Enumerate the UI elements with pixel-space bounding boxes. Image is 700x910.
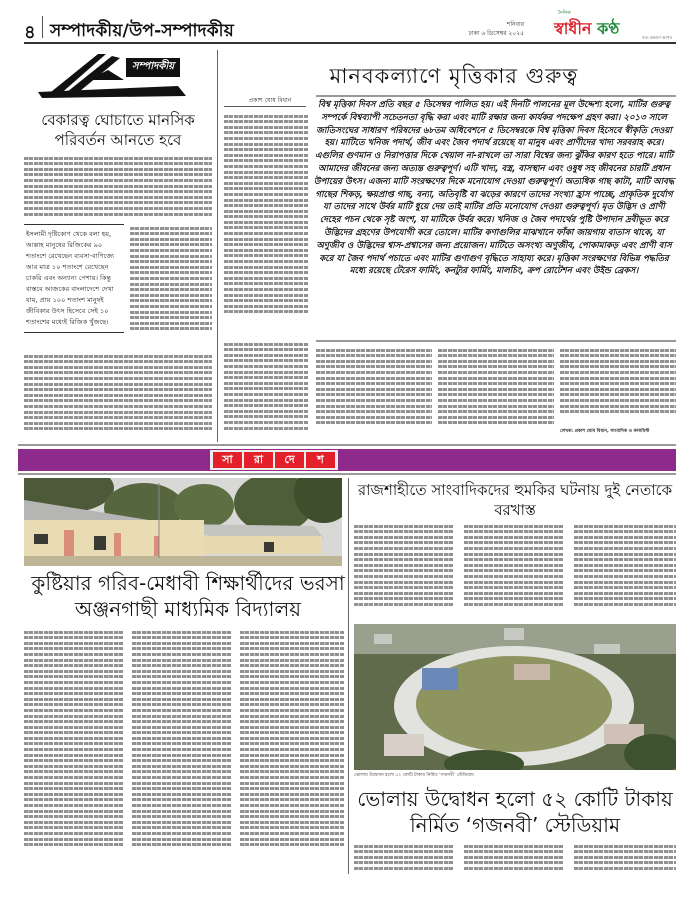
- day-label: শনিবার: [506, 21, 524, 28]
- rajshahi-col-3: [574, 522, 676, 620]
- pen-nib-icon: [28, 50, 208, 100]
- logo-wordmark: [554, 16, 619, 43]
- column-divider: [348, 478, 349, 874]
- section-letter: রা: [244, 452, 273, 468]
- kushtia-col-1: [24, 628, 124, 874]
- section-letter: দে: [275, 452, 304, 468]
- editorial-body-top: [24, 154, 212, 218]
- column-divider: [217, 50, 218, 442]
- kushtia-headline: কুষ্টিয়ার গরিব-মেধাবী শিক্ষার্থীদের ভরসা অঞ্জনগাছী মাধ্যমিক বিদ্যালয়: [31, 571, 345, 621]
- logo-tagline: সত্য প্রকাশে আপস: [641, 35, 672, 40]
- rajshahi-col-2: [464, 522, 564, 620]
- bhola-headline: ভোলায় উদ্বোধন হলো ৫২ কোটি টাকায় নির্মিত ‘গজনবী’ স্টেডিয়াম: [357, 787, 673, 837]
- article-col-2: [316, 346, 432, 438]
- dateline: [384, 20, 524, 38]
- school-building-photo: [24, 478, 342, 566]
- article-author: প্রকাশ ঘোষ বিধান: [248, 97, 292, 104]
- editorial-pullquote: ইসলামী দৃষ্টিকোণ থেকে বলা হয়, আল্লাহ মানুষের রিজিকের ৯০ শতাংশে রেখেছেন ব্যবসা-বাণিজ্যে আর মাত্র ১০ শতাংশে রেখেছেন চাকরি এবং অন্যান্য পেশায়। কিন্তু বাস্তবে আজকের বাংলাদেশে দেখা যায়, প্রায় ১০০ শতাংশ মানুষই জীবিকার উৎস হিসেবে সেই ১০ শতাংশের মধ্যেই রিজিক খুঁজছে।: [24, 224, 124, 333]
- bhola-col-2: [464, 842, 564, 876]
- body-top-rule: [316, 340, 676, 342]
- band-bottom-rule: [18, 473, 676, 475]
- band-top-rule: [18, 444, 676, 446]
- article-lead: বিশ্ব মৃত্তিকা দিবস প্রতি বছর ৫ ডিসেম্বর পালিত হয়। এই দিনটি পালনের মূল উদ্দেশ্য হলো, মাটির গুরুত্ব সম্পর্কে বিশ্বব্যাপী সচেতনতা বৃদ্ধি করা এবং মাটি রক্ষার জন্য কার্যকর পদক্ষেপ গ্রহণ করা। ২০১৩ সালে জাতিসংঘের সাধারণ পরিষদের ৬৮তম অধিবেশনে ৫ ডিসেম্বরকে বিশ্ব মৃত্তিকা দিবস হিসেবে স্বীকৃতি দেওয়া হয়। মাটিতে খনিজ পদার্থ, জীব এবং জৈব পদার্থ রয়েছে যা মানুষ এবং প্রাণীদের খাদ্য সরবরাহ করে। এগুলির গুণমান ও নিরাপত্তার দিকে খেয়াল না-রাখলে তা সারা বিশ্বের জন্য ঝুঁকির কারণ হতে পারে। মাটি আমাদের জীবনের জন্য অত্যন্ত গুরুত্বপূর্ণ। এটি খাদ্য, বস্ত্র, বাসস্থান এবং ওষুধ সহ জীবনের চারটি প্রধান উপায়ের উৎস। এজন্য মাটি সংরক্ষণের দিকে মনোযোগ দেওয়া গুরুত্বপূর্ণ। অত্যধিক গাছ কাটা, মাটি আবদ্ধ গাছের শিকড়, ক্ষয়প্রাপ্ত গাছ, বন্যা, অতিবৃষ্টি বা ঝড়ের কারণে তাদের সংখ্যা হ্রাস পাচ্ছে, প্রাকৃতিক দুর্যোগ যা তাদের সাথে উর্বর মাটি ধুয়ে দেয় তাই মাটির প্রতি মনোযোগ দেওয়া গুরুত্বপূর্ণ। মৃত উদ্ভিদ ও প্রাণী দেহের পচন থেকে সৃষ্ট অংশ, যা মাটিকে উর্বর করে। খনিজ ও জৈব পদার্থের পুষ্টি উপাদান দ্রবীভূত করে উদ্ভিদের গ্রহণের উপযোগী করে তোলে। মাটির কণাগুলির মাঝখানে ফাঁকা জায়গায় বাতাস থাকে, যা অণুজীব ও উদ্ভিদের শ্বাস-প্রশ্বাসের জন্য প্রয়োজন। মাটিতে অসংখ্য অণুজীব, পোকামাকড় এবং প্রাণী বাস করে যা জৈব পদার্থ পচাতে এবং মাটির গুণাগুণ বৃদ্ধিতে সাহায্য করে। মৃত্তিকা সংরক্ষণের বিভিন্ন পদ্ধতির মধ্যে রয়েছে টেরেস ফার্মিং, কনট্যুর ফার্মিং, মালচিং, ক্রপ রোটেশন এবং উইন্ড ব্রেকস।: [313, 100, 675, 277]
- stadium-photo-caption: ভোলায় উদ্বোধন হলো ৫২ কোটি টাকায় নির্মিত ‘গজনবী’ স্টেডিয়াম: [354, 773, 474, 778]
- editorial-logo: [28, 50, 208, 100]
- article-col-4: [560, 346, 676, 424]
- article-byline-footer: লেখক: প্রকাশ ঘোষ বিধান, সাংবাদিক ও কলামিস্ট: [560, 429, 650, 434]
- rajshahi-col-1: [354, 522, 454, 620]
- section-letter: সা: [213, 452, 242, 468]
- page-number: ৪: [24, 22, 36, 43]
- bhola-col-3: [574, 842, 676, 876]
- header-divider: [42, 16, 43, 38]
- rajshahi-headline: রাজশাহীতে সাংবাদিকদের হুমকির ঘটনায় দুই নেতাকে বরখাস্ত: [357, 481, 673, 519]
- lead-top-rule: [316, 95, 676, 97]
- stadium-illustration: [354, 624, 676, 770]
- kushtia-col-2: [132, 628, 232, 874]
- editorial-body-bottom: [24, 352, 212, 433]
- bhola-col-1: [354, 842, 454, 876]
- article-col-1-lower: [224, 340, 308, 442]
- logo-part-2: কণ্ঠ: [597, 19, 620, 38]
- article-col-1: [224, 112, 308, 334]
- kushtia-col-3: [240, 628, 344, 874]
- article-title: মানবকল্যাণে মৃত্তিকার গুরুত্ব: [329, 64, 579, 88]
- page-header: [24, 6, 676, 44]
- editorial-body-right: [130, 224, 212, 333]
- editorial-headline: বেকারত্ব ঘোচাতে মানসিক পরিবর্তন আনতে হবে: [41, 111, 195, 149]
- aerial-stadium-photo: [354, 624, 676, 770]
- date-label: ঢাকা ৬ ডিসেম্বর ২০২৫: [468, 30, 524, 37]
- editorial-column: [24, 50, 212, 442]
- article-col-3: [438, 346, 554, 438]
- newspaper-logo: [554, 10, 674, 42]
- logo-part-1: স্বাধীন: [554, 19, 592, 38]
- editorial-label: সম্পাদকীয়: [126, 58, 180, 77]
- school-illustration: [24, 478, 342, 566]
- logo-prefix: দৈনিক: [558, 10, 571, 16]
- section-letter: শ: [306, 452, 335, 468]
- section-label-box: [210, 450, 338, 470]
- author-rule: [224, 106, 306, 107]
- section-band-sara-desh: [18, 449, 676, 471]
- section-title: সম্পাদকীয়/উপ-সম্পাদকীয়: [50, 21, 234, 41]
